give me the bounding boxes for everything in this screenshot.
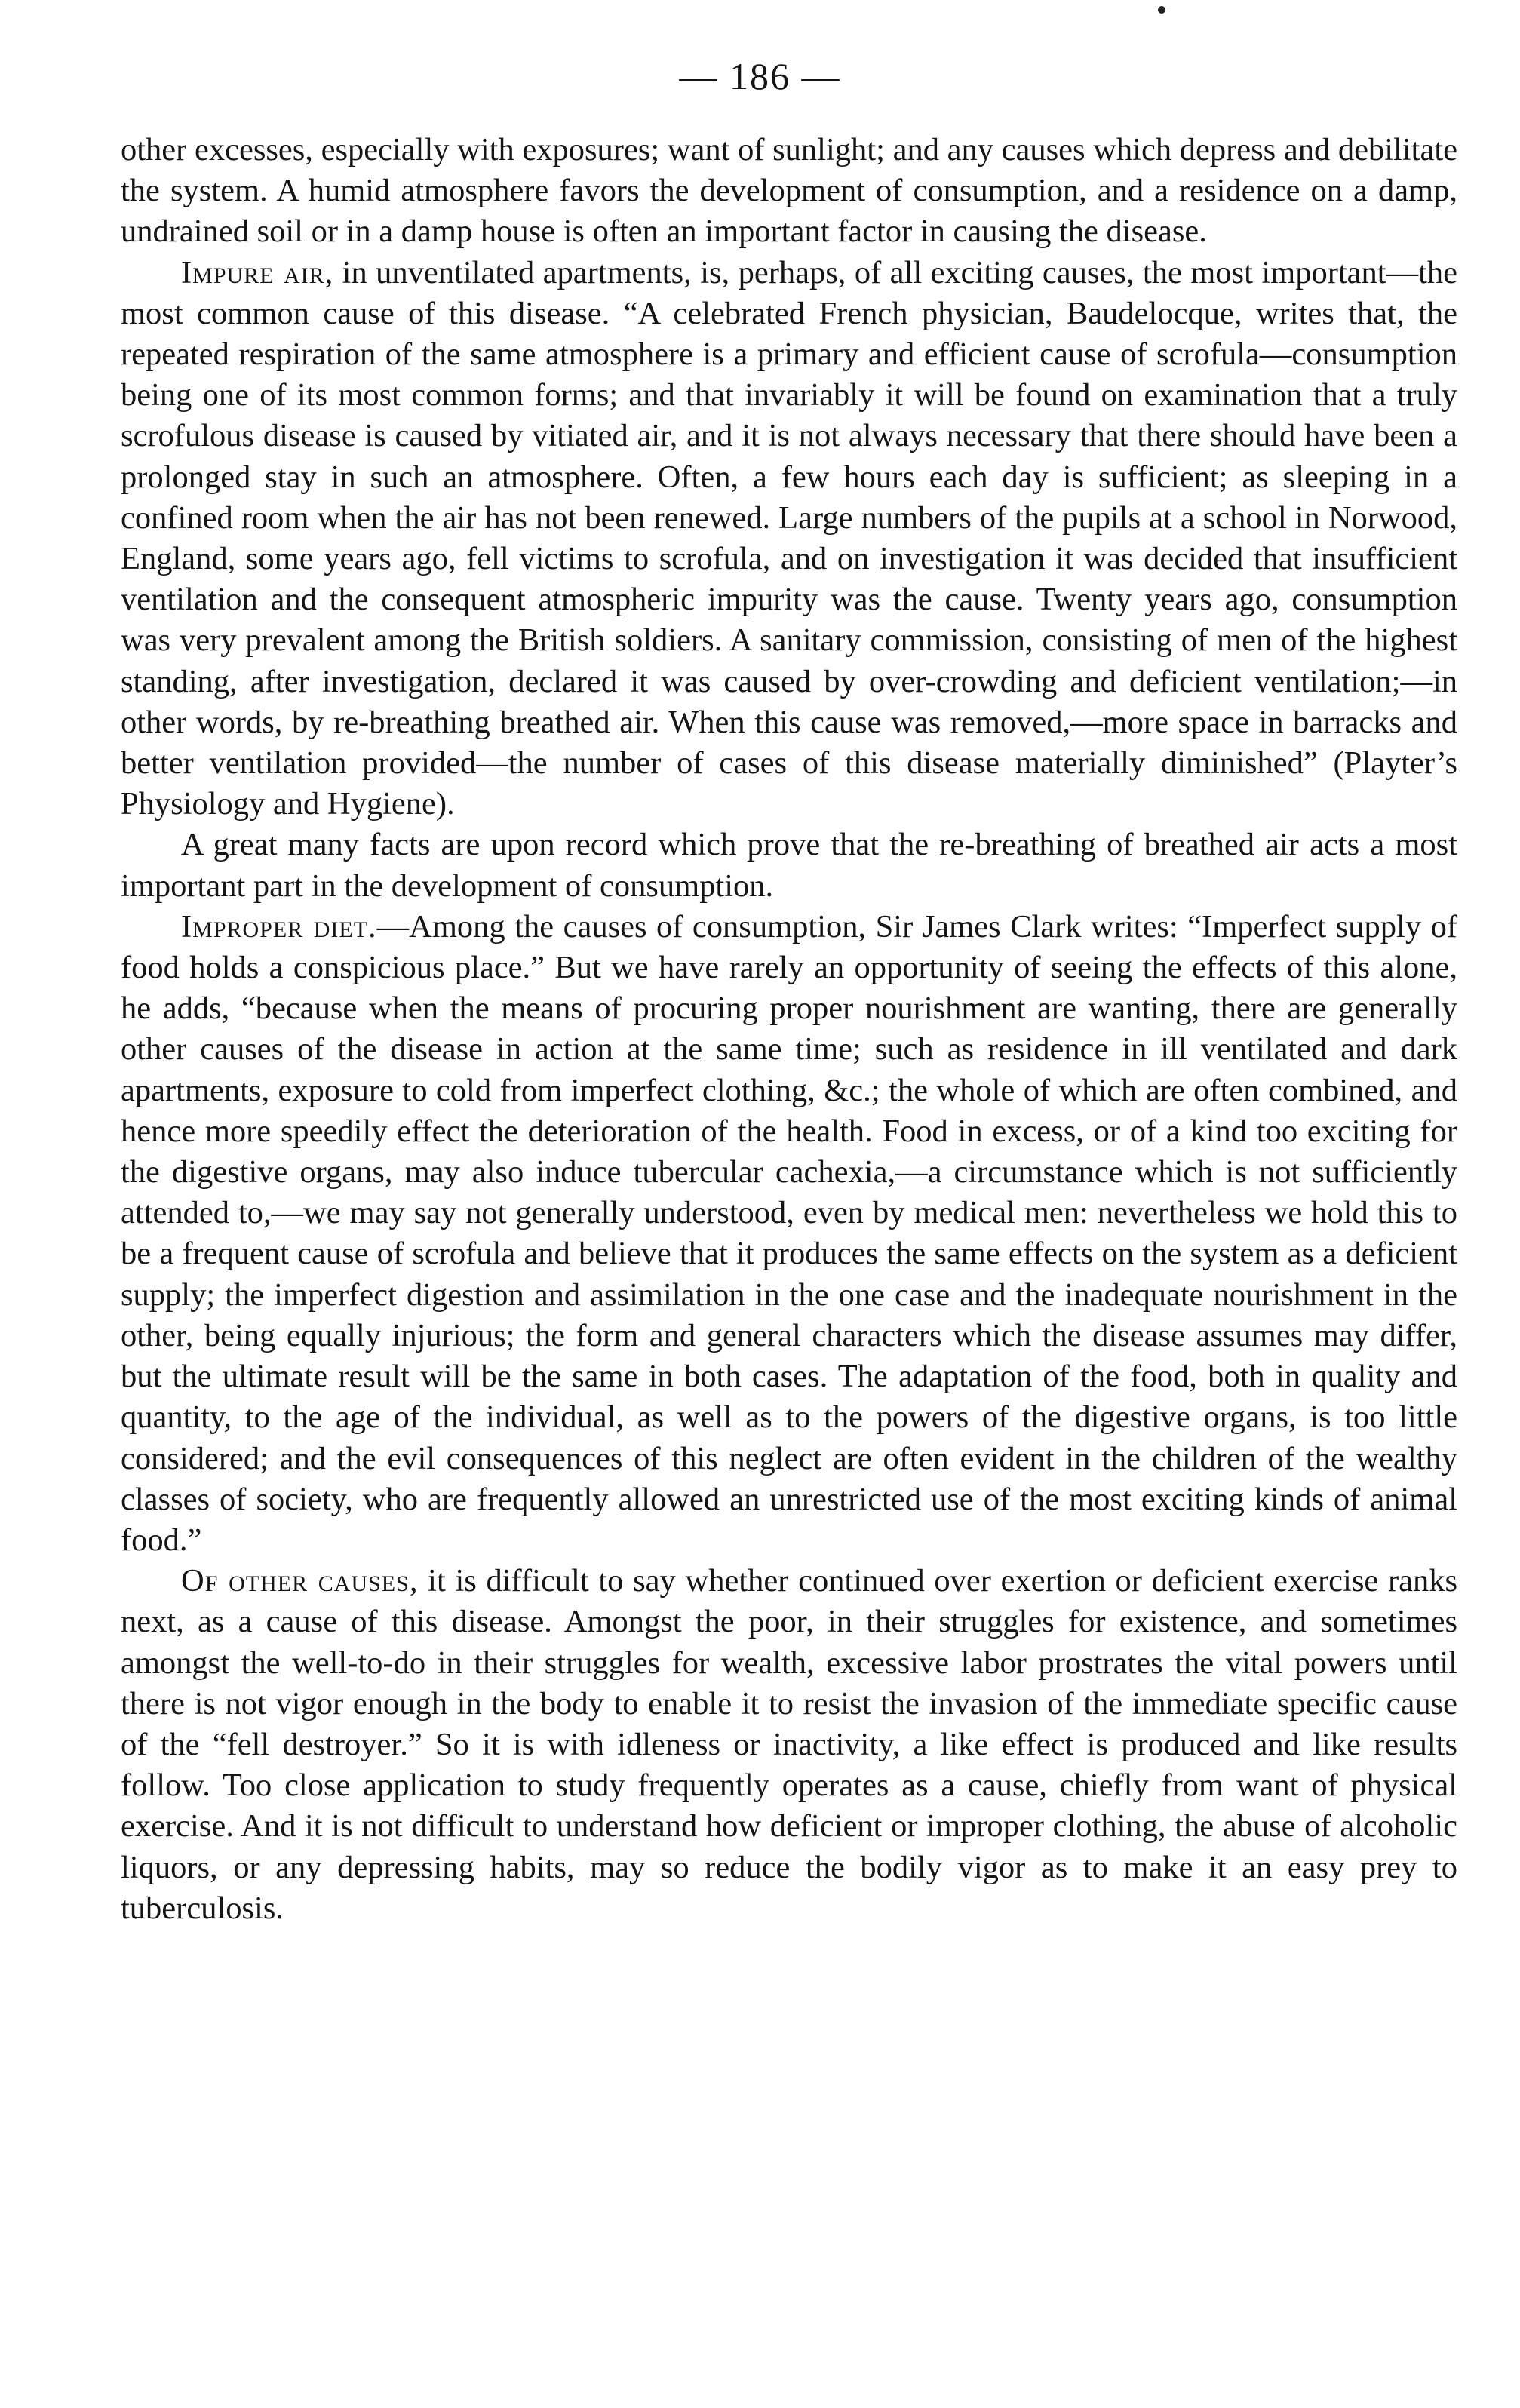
section-lead-other-causes: Of other causes, — [181, 1563, 419, 1599]
paragraph-text: in unventilated apartments, is, perhaps, of all exciting causes, the most important—the most common cause of this disease. “A celebrated French physician, Baudelocque, writes that, the repeated respiration of the same atmosphere is a primary and efficient cause of scrofula—consumption being one of its most common forms; and that invariably it will be found on examination that a truly scrofulous disease is caused by vitiated air, and it is not always necessary that there should have been a prolonged stay in such an atmosphere. Often, a few hours each day is sufficient; as sleeping in a confined room when the air has not been renewed. Large numbers of the pupils at a school in Norwood, England, some years ago, fell victims to scrofula, and on investigation it was decided that insufficient ventilation and the consequent atmospheric impurity was the cause. Twenty years ago, consumption was very prevalent among the British soldiers. A sanitary commission, consisting of men of the highest standing, after investigation, declared it was caused by over-crowding and deficient ventilation;—in other words, by re-breathing breathed air. When this cause was removed,—more space in barracks and better ventilation provided—the number of cases of this disease materially diminished” (Playter’s Physiology and Hygiene). — [121, 254, 1457, 822]
paragraph-rebreathing — [121, 825, 1457, 906]
paragraph-other-causes — [121, 1561, 1457, 1929]
paragraph-text: A great many facts are upon record which prove that the re-breathing of breathed air acts a most important part in the development of consumption. — [121, 827, 1457, 904]
body-text — [121, 130, 1457, 1929]
paragraph-text: —Among the causes of consumption, Sir James Clark writes: “Imperfect supply of food holds a conspicious place.” But we have rarely an opportunity of seeing the effects of this alone, he adds, “because when the means of procuring proper nourishment are wanting, there are generally other causes of the disease in action at the same time; such as residence in ill ventilated and dark apartments, exposure to cold from imperfect clothing, &c.; the whole of which are often combined, and hence more speedily effect the deterioration of the health. Food in excess, or of a kind too exciting for the digestive organs, may also induce tubercular cachexia,—a circumstance which is not sufficiently attended to,—we may say not generally understood, even by medical men: nevertheless we hold this to be a frequent cause of scrofula and believe that it produces the same effects on the system as a deficient supply; the imperfect digestion and assimilation in the one case and the inadequate nourishment in the other, being equally injurious; the form and general characters which the disease assumes may differ, but the ultimate result will be the same in both cases. The adaptation of the food, both in quality and quantity, to the age of the individual, as well as to the powers of the digestive organs, is too little considered; and the evil consequences of this neglect are often evident in the children of the wealthy classes of society, who are frequently allowed an unrestricted use of the most exciting kinds of animal food.” — [121, 908, 1458, 1558]
paragraph-improper-diet — [121, 907, 1457, 1561]
section-lead-impure-air: Impure air, — [181, 254, 334, 290]
section-lead-improper-diet: Improper diet. — [181, 908, 377, 944]
ink-dot — [1158, 6, 1165, 14]
page-number: — 186 — — [679, 55, 841, 97]
paragraph-intro — [121, 130, 1457, 253]
paragraph-impure-air — [121, 253, 1457, 825]
paragraph-text: it is difficult to say whether continued over exertion or deficient exercise ranks next, as a cause of this disease. Amongst the poor, in their struggles for existence, and sometimes amongst the well-to-do in their struggles for wealth, excessive labor prostrates the vital powers until there is not vigor enough in the body to enable it to resist the invasion of the immediate specific cause of the “fell destroyer.” So it is with idleness or inactivity, a like effect is produced and like results follow. Too close application to study frequently operates as a cause, chiefly from want of physical exercise. And it is not difficult to understand how deficient or improper clothing, the abuse of alcoholic liquors, or any depressing habits, may so reduce the bodily vigor as to make it an easy prey to tuberculosis. — [121, 1563, 1458, 1926]
paragraph-text: other excesses, especially with exposures; want of sunlight; and any causes which depress and debilitate the system. A humid atmosphere favors the development of consumption, and a residence on a damp, undrained soil or in a damp house is often an important factor in causing the disease. — [121, 132, 1457, 250]
